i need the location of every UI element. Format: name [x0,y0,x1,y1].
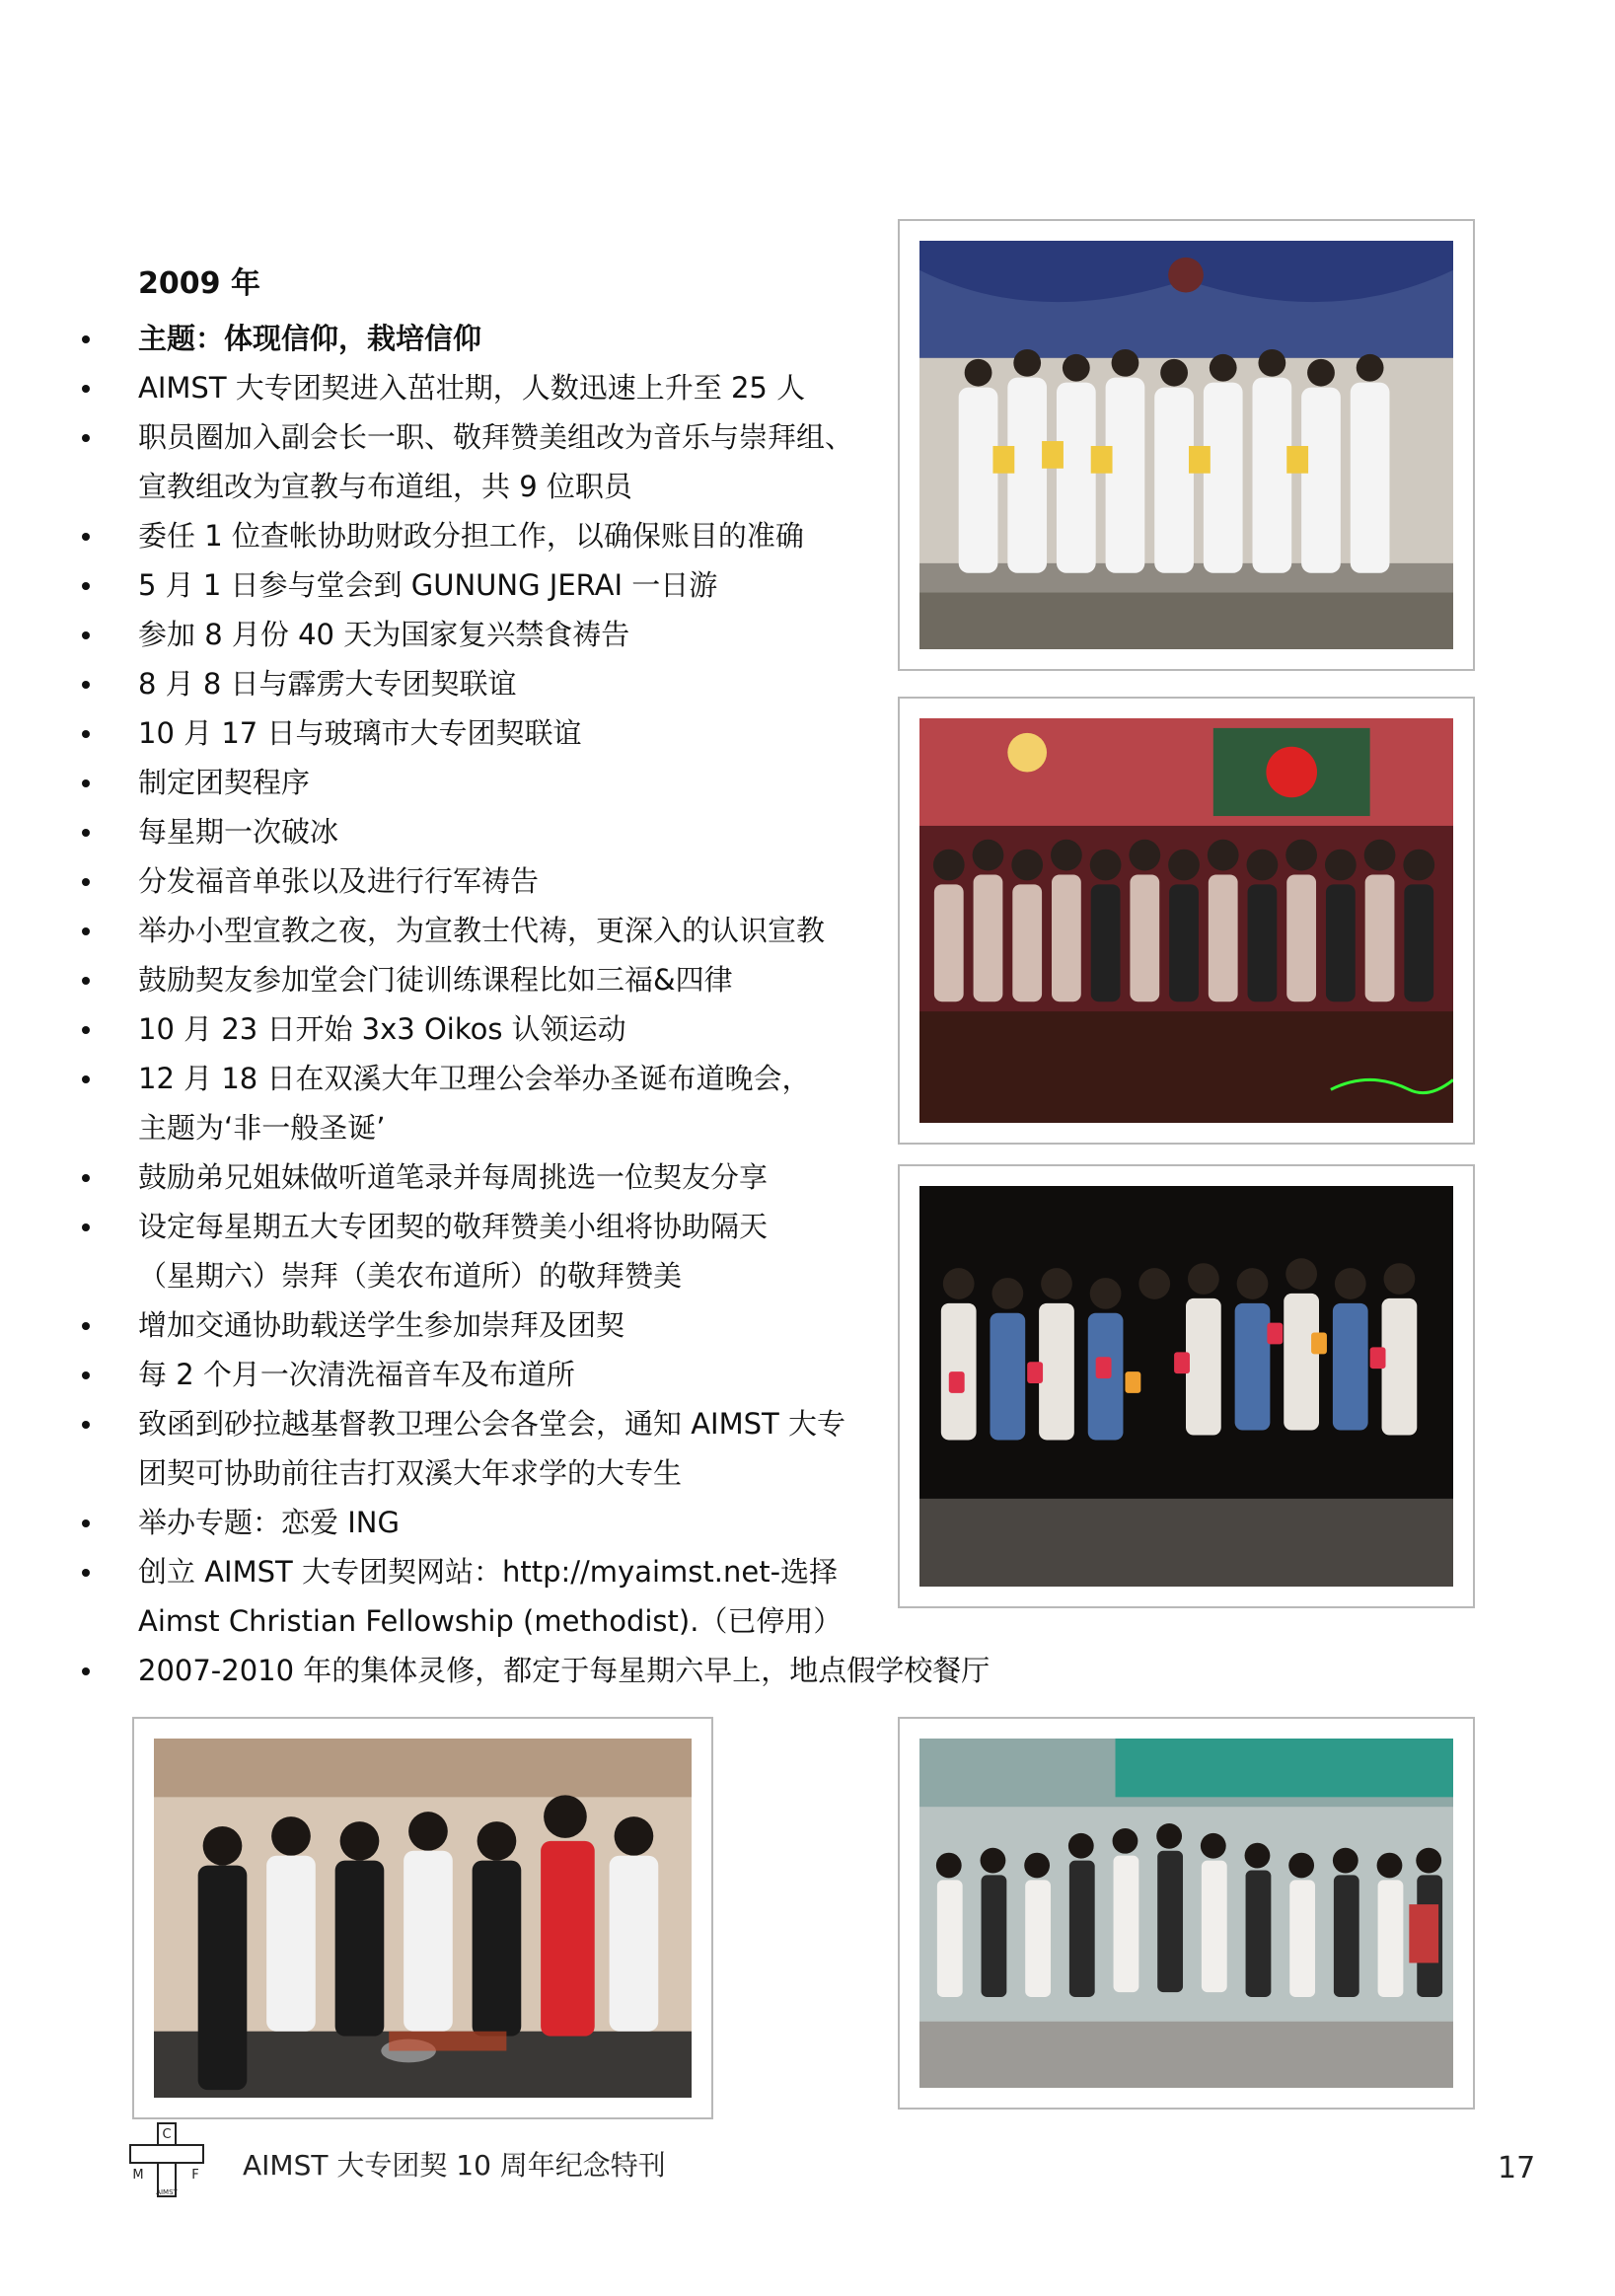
list-item: 2007-2010 年的集体灵修，都定于每星期六早上，地点假学校餐厅 [69,1646,1056,1695]
list-item: 10 月 23 日开始 3x3 Oikos 认领运动 [69,1004,1056,1054]
list-item: 12 月 18 日在双溪大年卫理公会举办圣诞布道晚会， 主题为‘非一般圣诞’ [69,1054,1056,1152]
photo-frame-lanterns [898,1164,1475,1608]
photo-cafe-gathering [919,718,1453,1123]
list-item: 委任 1 位查帐协助财政分担工作，以确保账目的准确 [69,511,1056,560]
photo-frame-outdoor [898,1717,1475,2110]
footer-title: AIMST 大专团契 10 周年纪念特刊 [243,2149,666,2182]
list-item: 每 2 个月一次清洗福音车及布道所 [69,1350,1056,1399]
photo-frame-kitchen [132,1717,713,2119]
section-year-heading: 2009 年 [138,266,260,301]
logo-letter-m: M [132,2168,144,2183]
list-item: 制定团契程序 [69,758,1056,807]
photo-outdoor-group [919,1739,1453,2088]
logo-letter-f: F [191,2168,199,2183]
list-item: 鼓励契友参加堂会门徒训练课程比如三福&四律 [69,955,1056,1004]
list-item: 主题：体现信仰，栽培信仰 [69,314,1056,363]
list-item: 参加 8 月份 40 天为国家复兴禁食祷告 [69,610,1056,659]
list-item: 每星期一次破冰 [69,807,1056,856]
list-item: 鼓励弟兄姐妹做听道笔录并每周挑选一位契友分享 [69,1152,1056,1202]
photo-lantern-night [919,1186,1453,1587]
list-item: 增加交通协助载送学生参加崇拜及团契 [69,1300,1056,1350]
logo-letter-c: C [162,2127,172,2142]
photo-frame-choir [898,219,1475,671]
photo-frame-cafe [898,697,1475,1145]
list-item: 举办专题：恋爱 ING [69,1498,1056,1547]
photo-kitchen-cooking [154,1739,692,2098]
photo-choir-group [919,241,1453,649]
list-item: 创立 AIMST 大专团契网站：http://myaimst.net-选择 Aimst Christian Fellowship (methodist).（已停用） [69,1547,1056,1646]
list-item: 10 月 17 日与玻璃市大专团契联谊 [69,708,1056,758]
list-item: 设定每星期五大专团契的敬拜赞美小组将协助隔天 （星期六）崇拜（美农布道所）的敬拜赞美 [69,1202,1056,1300]
cmf-logo [128,2121,205,2198]
list-item: 致函到砂拉越基督教卫理公会各堂会，通知 AIMST 大专 团契可协助前往吉打双溪大年求学的大专生 [69,1399,1056,1498]
list-item: 举办小型宣教之夜，为宣教士代祷，更深入的认识宣教 [69,906,1056,955]
page-number: 17 [1498,2151,1536,2185]
logo-label: AIMST [156,2188,178,2196]
list-item: AIMST 大专团契进入茁壮期，人数迅速上升至 25 人 [69,363,1056,412]
list-item: 职员圈加入副会长一职、敬拜赞美组改为音乐与崇拜组、 宣教组改为宣教与布道组，共 9 位职员 [69,412,1056,511]
list-item: 分发福音单张以及进行行军祷告 [69,856,1056,906]
list-item: 8 月 8 日与霹雳大专团契联谊 [69,659,1056,708]
list-item: 5 月 1 日参与堂会到 GUNUNG JERAI 一日游 [69,560,1056,610]
